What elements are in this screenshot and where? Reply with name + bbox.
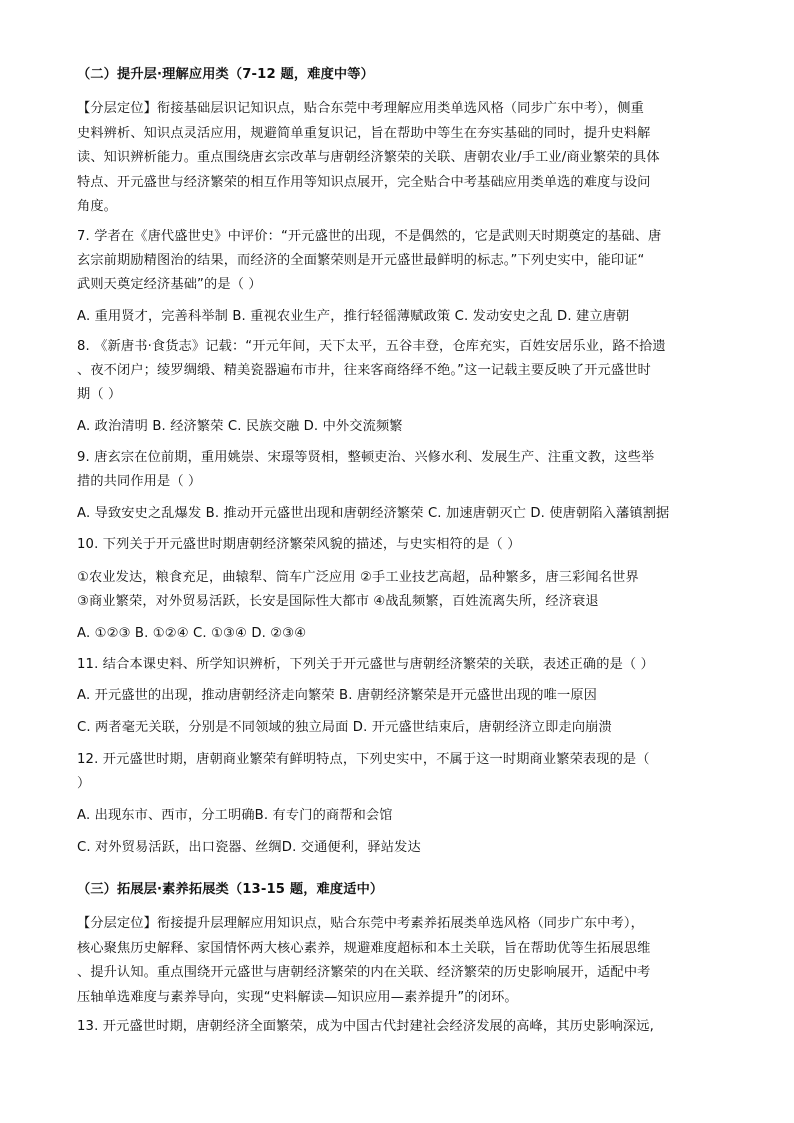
question-stem-line: 9. 唐玄宗在位前期，重用姚崇、宋璟等贤相，整顿吏治、兴修水利、发展生产、注重文教，这些举 <box>77 450 655 465</box>
question-stem-line: 8. 《新唐书·食货志》记载：“开元年间，天下太平，五谷丰登，仓库充实，百姓安居乐业，路不拾遗 <box>77 339 666 354</box>
question-options: A. 政治清明 B. 经济繁荣 C. 民族交融 D. 中外交流频繁 <box>77 419 403 434</box>
question-options: A. 导致安史之乱爆发 B. 推动开元盛世出现和唐朝经济繁荣 C. 加速唐朝灭亡 D. 使唐朝陷入藩镇割据 <box>77 506 670 521</box>
section-intro-line: 史料辨析、知识点灵活应用，规避简单重复识记，旨在帮助中等生在夯实基础的同时，提升史料解 <box>77 126 651 141</box>
question-statement-line: ③商业繁荣，对外贸易活跃，长安是国际性大都市 ④战乱频繁，百姓流离失所，经济衰退 <box>77 594 599 609</box>
question-statement-line: ①农业发达，粮食充足，曲辕犁、筒车广泛应用 ②手工业技艺高超，品种繁多，唐三彩闻名世界 <box>77 570 639 585</box>
question-stem-line: 12. 开元盛世时期，唐朝商业繁荣有鲜明特点，下列史实中，不属于这一时期商业繁荣表现的是（ <box>77 752 650 767</box>
question-options: C. 对外贸易活跃，出口瓷器、丝绸D. 交通便利，驿站发达 <box>77 840 421 855</box>
section-intro-line: 角度。 <box>77 199 118 214</box>
question-stem-line: 措的共同作用是（ ） <box>77 474 202 489</box>
section-intro-line: 【分层定位】衔接提升层理解应用知识点，贴合东莞中考素养拓展类单选风格（同步广东中考）， <box>77 916 644 931</box>
question-stem-line: 11. 结合本课史料、所学知识辨析，下列关于开元盛世与唐朝经济繁荣的关联，表述正确的是（ ） <box>77 657 654 672</box>
section-heading: （二）提升层·理解应用类（7-12 题，难度中等） <box>77 67 374 82</box>
question-stem-line: 期（ ） <box>77 387 122 402</box>
question-stem-line: 10. 下列关于开元盛世时期唐朝经济繁荣风貌的描述，与史实相符的是（ ） <box>77 537 521 552</box>
question-options: A. 开元盛世的出现，推动唐朝经济走向繁荣 B. 唐朝经济繁荣是开元盛世出现的唯一原因 <box>77 688 597 703</box>
section-intro-line: 核心聚焦历史解释、家国情怀两大核心素养，规避难度超标和本土关联，旨在帮助优等生拓展思维 <box>77 941 651 956</box>
question-options: A. 重用贤才，完善科举制 B. 重视农业生产，推行轻徭薄赋政策 C. 发动安史之乱 D. 建立唐朝 <box>77 309 630 324</box>
question-options: C. 两者毫无关联，分别是不同领域的独立局面 D. 开元盛世结束后，唐朝经济立即走向崩溃 <box>77 720 612 735</box>
section-intro-line: 读、知识辨析能力。重点围绕唐玄宗改革与唐朝经济繁荣的关联、唐朝农业/手工业/商业繁荣的具体 <box>77 150 660 165</box>
section-intro-line: 【分层定位】衔接基础层识记知识点，贴合东莞中考理解应用类单选风格（同步广东中考），侧重 <box>77 101 644 116</box>
question-options: A. 出现东市、西市，分工明确B. 有专门的商帮和会馆 <box>77 808 393 823</box>
question-stem-line: 、夜不闭户；绫罗绸缎、精美瓷器遍布市井，往来客商络绎不绝。”这一记载主要反映了开元盛世时 <box>77 363 651 378</box>
question-stem-line: 武则天奠定经济基础”的是（ ） <box>77 277 262 292</box>
section-intro-line: 压轴单选难度与素养导向，实现“史料解读—知识应用—素养提升”的闭环。 <box>77 990 518 1005</box>
section-heading: （三）拓展层·素养拓展类（13-15 题，难度适中） <box>77 882 384 897</box>
section-intro-line: 特点、开元盛世与经济繁荣的相互作用等知识点展开，完全贴合中考基础应用类单选的难度与设问 <box>77 175 651 190</box>
section-intro-line: 、提升认知。重点围绕开元盛世与唐朝经济繁荣的内在关联、经济繁荣的历史影响展开，适配中考 <box>77 965 651 980</box>
question-stem-line: 玄宗前期励精图治的结果，而经济的全面繁荣则是开元盛世最鲜明的标志。”下列史实中，能印证“ <box>77 253 645 268</box>
question-options: A. ①②③ B. ①②④ C. ①③④ D. ②③④ <box>77 626 307 641</box>
question-stem-line: 13. 开元盛世时期，唐朝经济全面繁荣，成为中国古代封建社会经济发展的高峰，其历史影响深远, <box>77 1019 654 1034</box>
question-stem-line: 7. 学者在《唐代盛世史》中评价：“开元盛世的出现，不是偶然的，它是武则天时期奠定的基础、唐 <box>77 229 662 244</box>
question-stem-line: ） <box>77 776 91 791</box>
